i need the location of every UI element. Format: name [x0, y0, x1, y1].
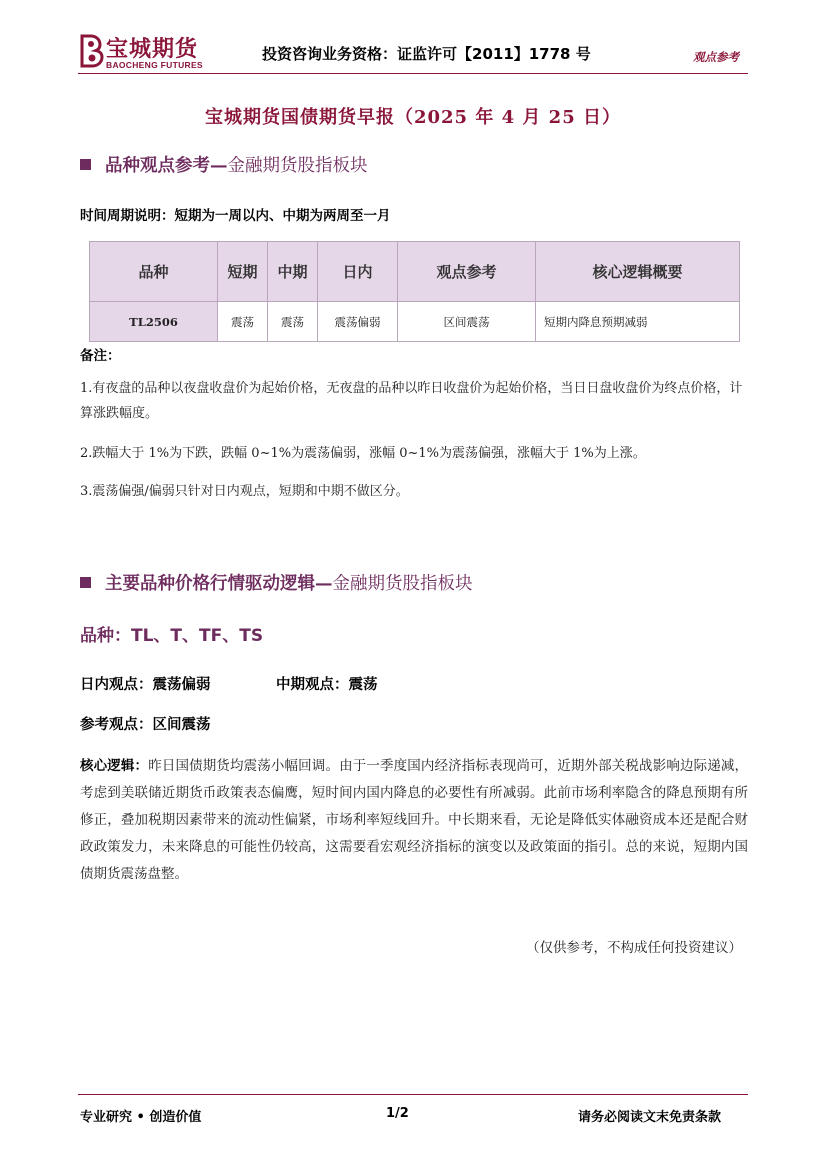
- table-header-cell: 观点参考: [398, 242, 536, 302]
- note-item: 2.跌幅大于 1%为下跌，跌幅 0~1%为震荡偏弱，涨幅 0~1%为震荡偏强，涨幅大于 1%为上涨。: [80, 446, 646, 461]
- notes-label: 备注：: [80, 348, 121, 364]
- report-title: 宝城期货国债期货早报（2025 年 4 月 25 日）: [204, 107, 621, 128]
- view-table: [89, 241, 740, 342]
- section-bullet-icon: [80, 577, 91, 588]
- core-logic-text: 昨日国债期货均震荡小幅回调。由于一季度国内经济指标表现尚可，近期外部关税战影响边际递减，考虑到美联储近期货币政策表态偏鹰，短时间内国内降息的必要性有所减弱。此前市场利率隐含的降息预期有所修正，叠加税期因素带来的流动性偏紧，市场利率短线回升。中长期来看，无论是降低实体融资成本还是配合财政政策发力，未来降息的可能性仍较高，这需要看宏观经济指标的演变以及政策面的指引。总的来说，短期内国债期货震荡盘整。: [80, 758, 749, 882]
- section-heading-light: 金融期货股指板块: [332, 574, 473, 594]
- intraday-view: 日内观点：震荡偏弱: [80, 676, 211, 693]
- table-cell-contract: TL2506: [90, 302, 218, 342]
- variety-list: 品种：TL、T、TF、TS: [80, 626, 264, 646]
- company-logo: [78, 34, 218, 74]
- table-row: [90, 302, 740, 342]
- logo-chinese-text: 宝城期货: [106, 36, 199, 62]
- section-heading-bold: 主要品种价格行情驱动逻辑—: [105, 574, 333, 594]
- table-header-row: [90, 242, 740, 302]
- baocheng-logo-icon: [78, 34, 104, 68]
- table-header-cell: 短期: [218, 242, 268, 302]
- table-header-cell: 品种: [90, 242, 218, 302]
- note-item: 3.震荡偏强/偏弱只针对日内观点，短期和中期不做区分。: [80, 484, 409, 499]
- table-header-cell: 日内: [318, 242, 398, 302]
- note-item: 1.有夜盘的品种以夜盘收盘价为起始价格，无夜盘的品种以昨日收盘价为起始价格，当日日盘收盘价为终点价格，计算涨跌幅度。: [80, 381, 743, 421]
- table-cell: 震荡偏弱: [318, 302, 398, 342]
- section-heading-bold: 品种观点参考—: [105, 156, 228, 176]
- page-number: 1/2: [386, 1106, 409, 1121]
- table-cell-logic: 短期内降息预期减弱: [536, 302, 740, 342]
- table-cell: 震荡: [268, 302, 318, 342]
- section-heading-variety-views: [80, 152, 368, 177]
- logo-english-text: BAOCHENG FUTURES: [106, 60, 203, 70]
- table-cell: 震荡: [218, 302, 268, 342]
- table-cell: 区间震荡: [398, 302, 536, 342]
- table-header-cell: 中期: [268, 242, 318, 302]
- section-bullet-icon: [80, 159, 91, 170]
- section-heading-light: 金融期货股指板块: [227, 156, 368, 176]
- footer-slogan: 专业研究 • 创造价值: [80, 1110, 202, 1125]
- footer-divider: [78, 1094, 748, 1095]
- license-text: 投资咨询业务资格：证监许可【2011】1778 号: [262, 45, 591, 63]
- header-divider: [78, 73, 748, 74]
- header-tag: 观点参考: [693, 50, 739, 64]
- footer-disclaimer-notice: 请务必阅读文末免责条款: [578, 1110, 722, 1125]
- reference-view: 参考观点：区间震荡: [80, 716, 211, 733]
- core-logic-label: 核心逻辑：: [80, 758, 149, 774]
- section-heading-price-drivers: [80, 570, 473, 595]
- inline-disclaimer: （仅供参考，不构成任何投资建议）: [526, 940, 742, 956]
- midterm-view: 中期观点：震荡: [276, 676, 378, 693]
- period-note: 时间周期说明：短期为一周以内、中期为两周至一月: [80, 208, 391, 224]
- table-header-cell: 核心逻辑概要: [536, 242, 740, 302]
- core-logic-paragraph: [80, 753, 748, 888]
